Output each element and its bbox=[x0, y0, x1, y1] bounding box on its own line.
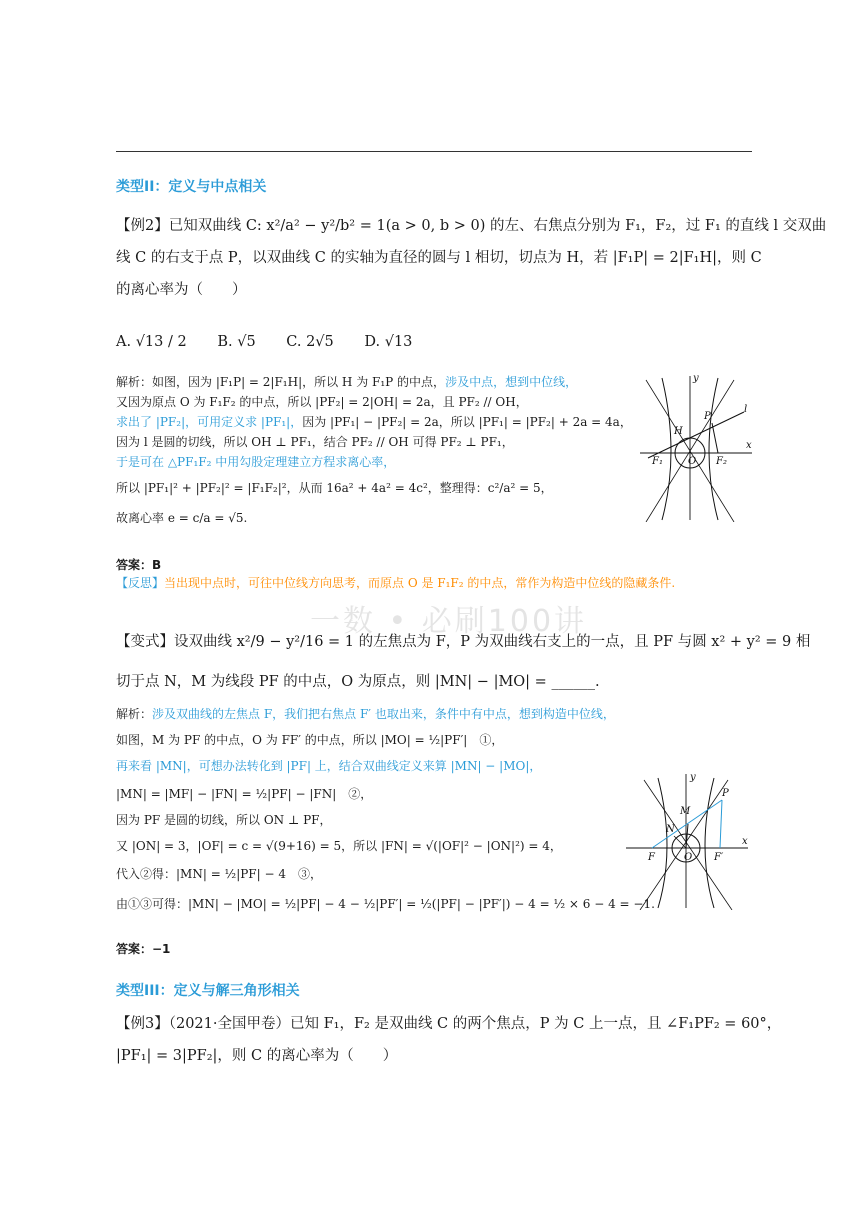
fig1-label: O bbox=[688, 456, 697, 467]
example2-answer: 答案：B bbox=[116, 558, 162, 572]
solution-line: 因为 PF 是圆的切线，所以 ON ⊥ PF， bbox=[116, 813, 332, 827]
option-c: C. 2√5 bbox=[286, 334, 334, 350]
example2-question bbox=[116, 210, 826, 306]
solution-line: 因为 l 是圆的切线，所以 OH ⊥ PF₁，结合 PF₂ // OH 可得 PF₂ ⊥ PF₁， bbox=[116, 435, 514, 449]
question-line: 的离心率为（ ） bbox=[116, 282, 247, 298]
watermark: 一数 • 必刷100讲 bbox=[310, 604, 588, 639]
example2-reflection: 【反思】当出现中点时，可往中位线方向思考，而原点 O 是 F₁F₂ 的中点，常作为构造中位线的隐藏条件. bbox=[116, 576, 676, 590]
option-a: A. √13 / 2 bbox=[116, 334, 187, 350]
solution-line: 代入②得：|MN| = ½|PF| − 4 ③， bbox=[116, 867, 322, 881]
variant-question bbox=[116, 626, 810, 698]
question-line: |PF₁| = 3|PF₂|，则 C 的离心率为（ ） bbox=[116, 1048, 398, 1064]
fig1-label: F₁ bbox=[652, 456, 663, 467]
question-line: 【变式】设双曲线 x²/9 − y²/16 = 1 的左焦点为 F，P 为双曲线右支上的一点，且 PF 与圆 x² + y² = 9 相 bbox=[116, 634, 811, 650]
question-line: 切于点 N，M 为线段 PF 的中点，O 为原点，则 |MN| − |MO| = ______. bbox=[116, 674, 600, 690]
fig1-label: H bbox=[674, 426, 683, 437]
solution-line: 故离心率 e = c/a = √5. bbox=[116, 511, 248, 525]
solution-line: 又因为原点 O 为 F₁F₂ 的中点，所以 |PF₂| = 2|OH| = 2a，且 PF₂ // OH， bbox=[116, 395, 528, 409]
fig1-label: P bbox=[704, 411, 711, 422]
solution-line: 于是可在 △PF₁F₂ 中用勾股定理建立方程求离心率， bbox=[116, 455, 396, 469]
fig1-label: x bbox=[746, 440, 752, 451]
solution-line: 又 |ON| = 3，|OF| = c = √(9+16) = 5，所以 |FN| = √(|OF|² − |ON|²) = 4， bbox=[116, 839, 562, 853]
variant-answer: 答案：−1 bbox=[116, 942, 171, 956]
option-b: B. √5 bbox=[217, 334, 256, 350]
example2-solution bbox=[116, 372, 632, 528]
example3-question bbox=[116, 1008, 781, 1072]
figure-hyperbola-2 bbox=[622, 770, 752, 910]
fig2-label: M bbox=[680, 806, 691, 817]
solution-line: 解析：如图，因为 |F₁P| = 2|F₁H|，所以 H 为 F₁P 的中点，涉及中点，想到中位线， bbox=[116, 375, 578, 389]
top-rule bbox=[116, 151, 752, 152]
solution-line: |MN| = |MF| − |FN| = ½|PF| − |FN| ②， bbox=[116, 787, 373, 801]
fig2-label: F′ bbox=[714, 852, 724, 863]
solution-line: 求出了 |PF₂|，可用定义求 |PF₁|，因为 |PF₁| − |PF₂| = 2a，所以 |PF₁| = |PF₂| + 2a = 4a， bbox=[116, 415, 632, 429]
fig2-label: F bbox=[648, 852, 655, 863]
figure-hyperbola-1 bbox=[636, 372, 756, 522]
question-line: 线 C 的右支于点 P，以双曲线 C 的实轴为直径的圆与 l 相切，切点为 H，若 |F₁P| = 2|F₁H|，则 C bbox=[116, 250, 762, 266]
fig2-label: O bbox=[684, 852, 693, 863]
solution-line: 所以 |PF₁|² + |PF₂|² = |F₁F₂|²，从而 16a² + 4a² = 4c²，整理得：c²/a² = 5， bbox=[116, 481, 553, 495]
solution-line: 解析：涉及双曲线的左焦点 F，我们把右焦点 F′ 也取出来，条件中有中点，想到构造中位线， bbox=[116, 707, 615, 721]
section-heading-type2: 类型II：定义与中点相关 bbox=[116, 179, 267, 195]
variant-solution bbox=[116, 704, 655, 914]
fig2-label: y bbox=[690, 772, 696, 783]
example2-options bbox=[116, 326, 438, 358]
fig2-label: P bbox=[722, 788, 729, 799]
fig2-label: x bbox=[742, 836, 748, 847]
solution-line: 再来看 |MN|，可想办法转化到 |PF| 上，结合双曲线定义来算 |MN| − |MO|， bbox=[116, 759, 542, 773]
option-d: D. √13 bbox=[364, 334, 413, 350]
fig1-label: l bbox=[744, 404, 748, 415]
section-heading-type3: 类型III：定义与解三角形相关 bbox=[116, 983, 300, 999]
question-line: 【例2】已知双曲线 C: x²/a² − y²/b² = 1(a > 0, b > 0) 的左、右焦点分别为 F₁，F₂，过 F₁ 的直线 l 交双曲 bbox=[116, 218, 827, 234]
fig1-label: F₂ bbox=[716, 456, 727, 467]
question-line: 【例3】（2021·全国甲卷）已知 F₁，F₂ 是双曲线 C 的两个焦点，P 为 C 上一点，且 ∠F₁PF₂ = 60°， bbox=[116, 1016, 782, 1032]
fig2-label: N bbox=[666, 824, 675, 835]
solution-line: 如图，M 为 PF 的中点，O 为 FF′ 的中点，所以 |MO| = ½|PF′| ①， bbox=[116, 733, 504, 747]
solution-line: 由①③可得：|MN| − |MO| = ½|PF| − 4 − ½|PF′| = ½(|PF| − |PF′|) − 4 = ½ × 6 − 4 = −1. bbox=[116, 897, 655, 911]
fig1-label: y bbox=[693, 373, 699, 384]
